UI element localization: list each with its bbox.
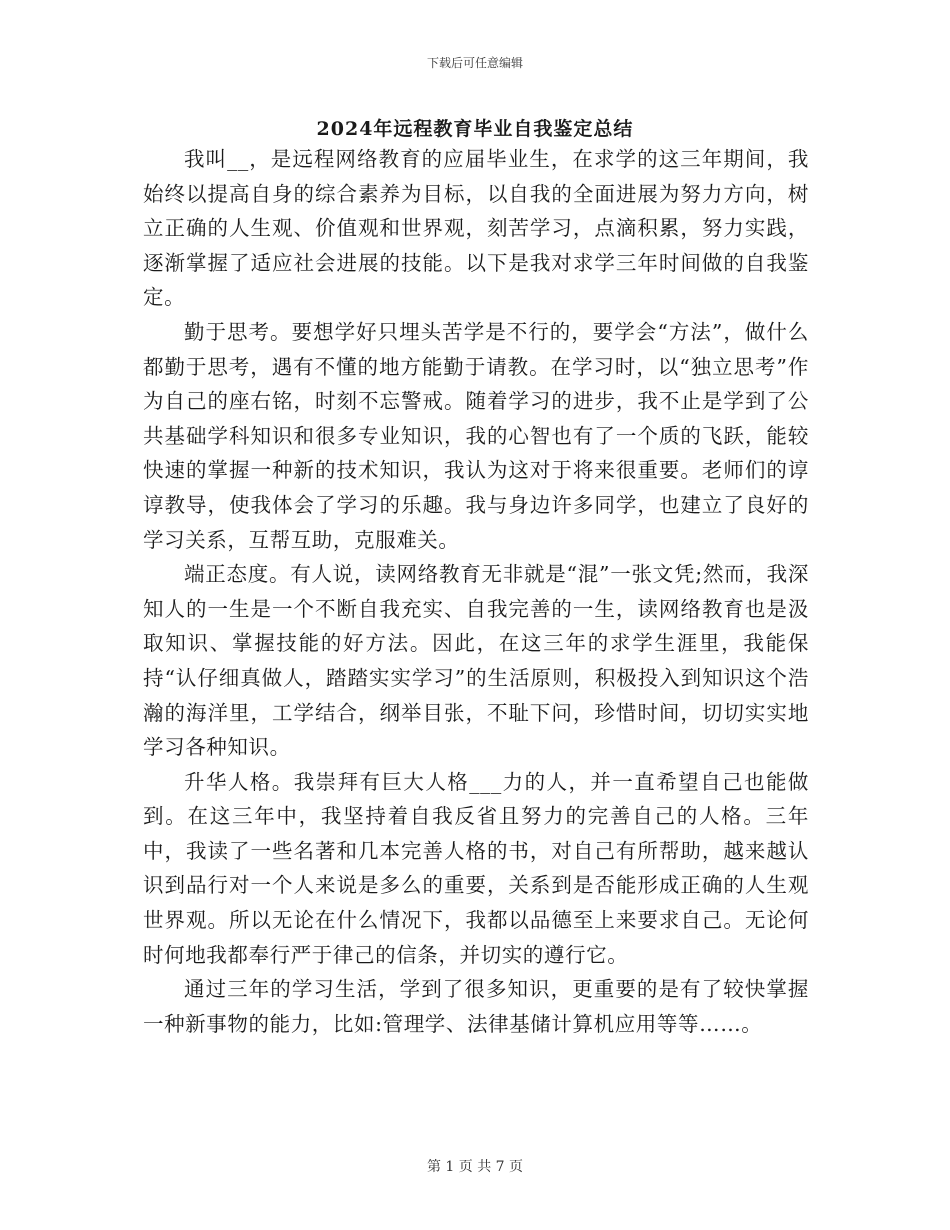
paragraph-character: 升华人格。我崇拜有巨大人格___力的人，并一直希望自己也能做到。在这三年中，我坚持着自我反省且努力的完善自己的人格。三年中，我读了一些名著和几本完善人格的书，对自己有所帮助，越来越认识到品行对一个人来说是多么的重要，关系到是否能形成正确的人生观世界观。所以无论在什么情况下，我都以品德至上来要求自己。无论何时何地我都奉行严于律己的信条，并切实的遵行它。: [143, 769, 809, 967]
header-note: 下载后可任意编辑: [426, 56, 523, 70]
page-number: 第 1 页 共 7 页: [426, 1159, 524, 1175]
paragraph-intro: 我叫__，是远程网络教育的应届毕业生，在求学的这三年期间，我始终以提高自身的综合素养为目标，以自我的全面进展为努力方向，树立正确的人生观、价值观和世界观，刻苦学习，点滴积累，努力实践，逐渐掌握了适应社会进展的技能。以下是我对求学三年时间做的自我鉴定。: [143, 147, 809, 310]
paragraph-attitude: 端正态度。有人说，读网络教育无非就是“混”一张文凭;然而，我深知人的一生是一个不断自我充实、自我完善的一生，读网络教育也是汲取知识、掌握技能的好方法。因此，在这三年的求学生涯里，我能保持“认仔细真做人，踏踏实实学习”的生活原则，积极投入到知识这个浩瀚的海洋里，工学结合，纲举目张，不耻下问，珍惜时间，切切实实地学习各种知识。: [143, 562, 809, 760]
document-body: [143, 142, 809, 1041]
paragraph-diligent-thinking: 勤于思考。要想学好只埋头苦学是不行的，要学会“方法”，做什么都勤于思考，遇有不懂的地方能勤于请教。在学习时，以“独立思考”作为自己的座右铭，时刻不忘警戒。随着学习的进步，我不止是学到了公共基础学科知识和很多专业知识，我的心智也有了一个质的飞跃，能较快速的掌握一种新的技术知识，我认为这对于将来很重要。老师们的谆谆教导，使我体会了学习的乐趣。我与身边许多同学，也建立了良好的学习关系，互帮互助，克服难关。: [143, 319, 809, 552]
paragraph-summary: 通过三年的学习生活，学到了很多知识，更重要的是有了较快掌握一种新事物的能力，比如:管理学、法律基储计算机应用等等……。: [143, 977, 809, 1036]
document-title: 2024年远程教育毕业自我鉴定总结: [316, 118, 634, 140]
